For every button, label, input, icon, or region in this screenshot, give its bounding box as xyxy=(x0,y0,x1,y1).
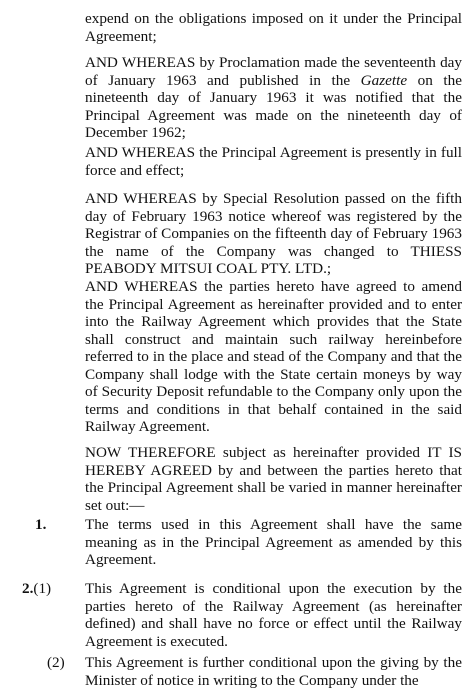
recital-paragraph: AND WHEREAS the parties hereto have agreed to amend the Principal Agreement as hereinafter provided and to enter into the Railway Agreement which provides that the State shall construct and maintain such railway hereinbefore referred to in the place and stead of the Company and that the Company shall lodge with the State certain moneys by way of Security Deposit refundable to the Company only upon the terms and conditions in that behalf contained in the said Railway Agreement. xyxy=(85,278,462,435)
clause-number: 1. xyxy=(35,516,47,533)
recital-paragraph: NOW THEREFORE subject as hereinafter provided IT IS HEREBY AGREED by and between the parties hereto that the Principal Agreement shall be varied in manner hereinafter set out:— xyxy=(85,444,462,514)
recital-text: on the nineteenth day of January 1963 it was notified that the Principal Agreement was made on the nineteenth day of December 1962; xyxy=(85,71,462,141)
clause-number xyxy=(22,580,51,598)
subclause-number: (2) xyxy=(47,654,65,671)
clause-text: This Agreement is conditional upon the execution by the parties hereto of the Railway Agreement (as hereinafter defined) and shall have no force or effect until the Railway Agreement is executed. xyxy=(85,580,462,650)
recital-text: AND WHEREAS by Proclamation made the seventeenth day of January 1963 and published in the xyxy=(85,54,462,89)
clause-text: The terms used in this Agreement shall have the same meaning as in the Principal Agreement as amended by this Agreement. xyxy=(85,516,462,568)
recital-paragraph: AND WHEREAS by Special Resolution passed on the fifth day of February 1963 notice whereof was registered by the Registrar of Companies on the fifteenth day of February 1963 the name of the Company was changed to THIESS PEABODY MITSUI COAL PTY. LTD.; xyxy=(85,190,462,277)
subclause-number: (1) xyxy=(33,580,52,597)
clause-number-main: 2. xyxy=(22,580,34,597)
recital-paragraph: AND WHEREAS the Principal Agreement is presently in full force and effect; xyxy=(85,144,462,179)
clause-text: This Agreement is further conditional upon the giving by the Minister of notice in writing to the Company under the xyxy=(85,654,462,689)
recital-paragraph xyxy=(85,54,462,142)
gazette-italic: Gazette xyxy=(360,71,408,89)
recital-paragraph: expend on the obligations imposed on it under the Principal Agreement; xyxy=(85,10,462,45)
